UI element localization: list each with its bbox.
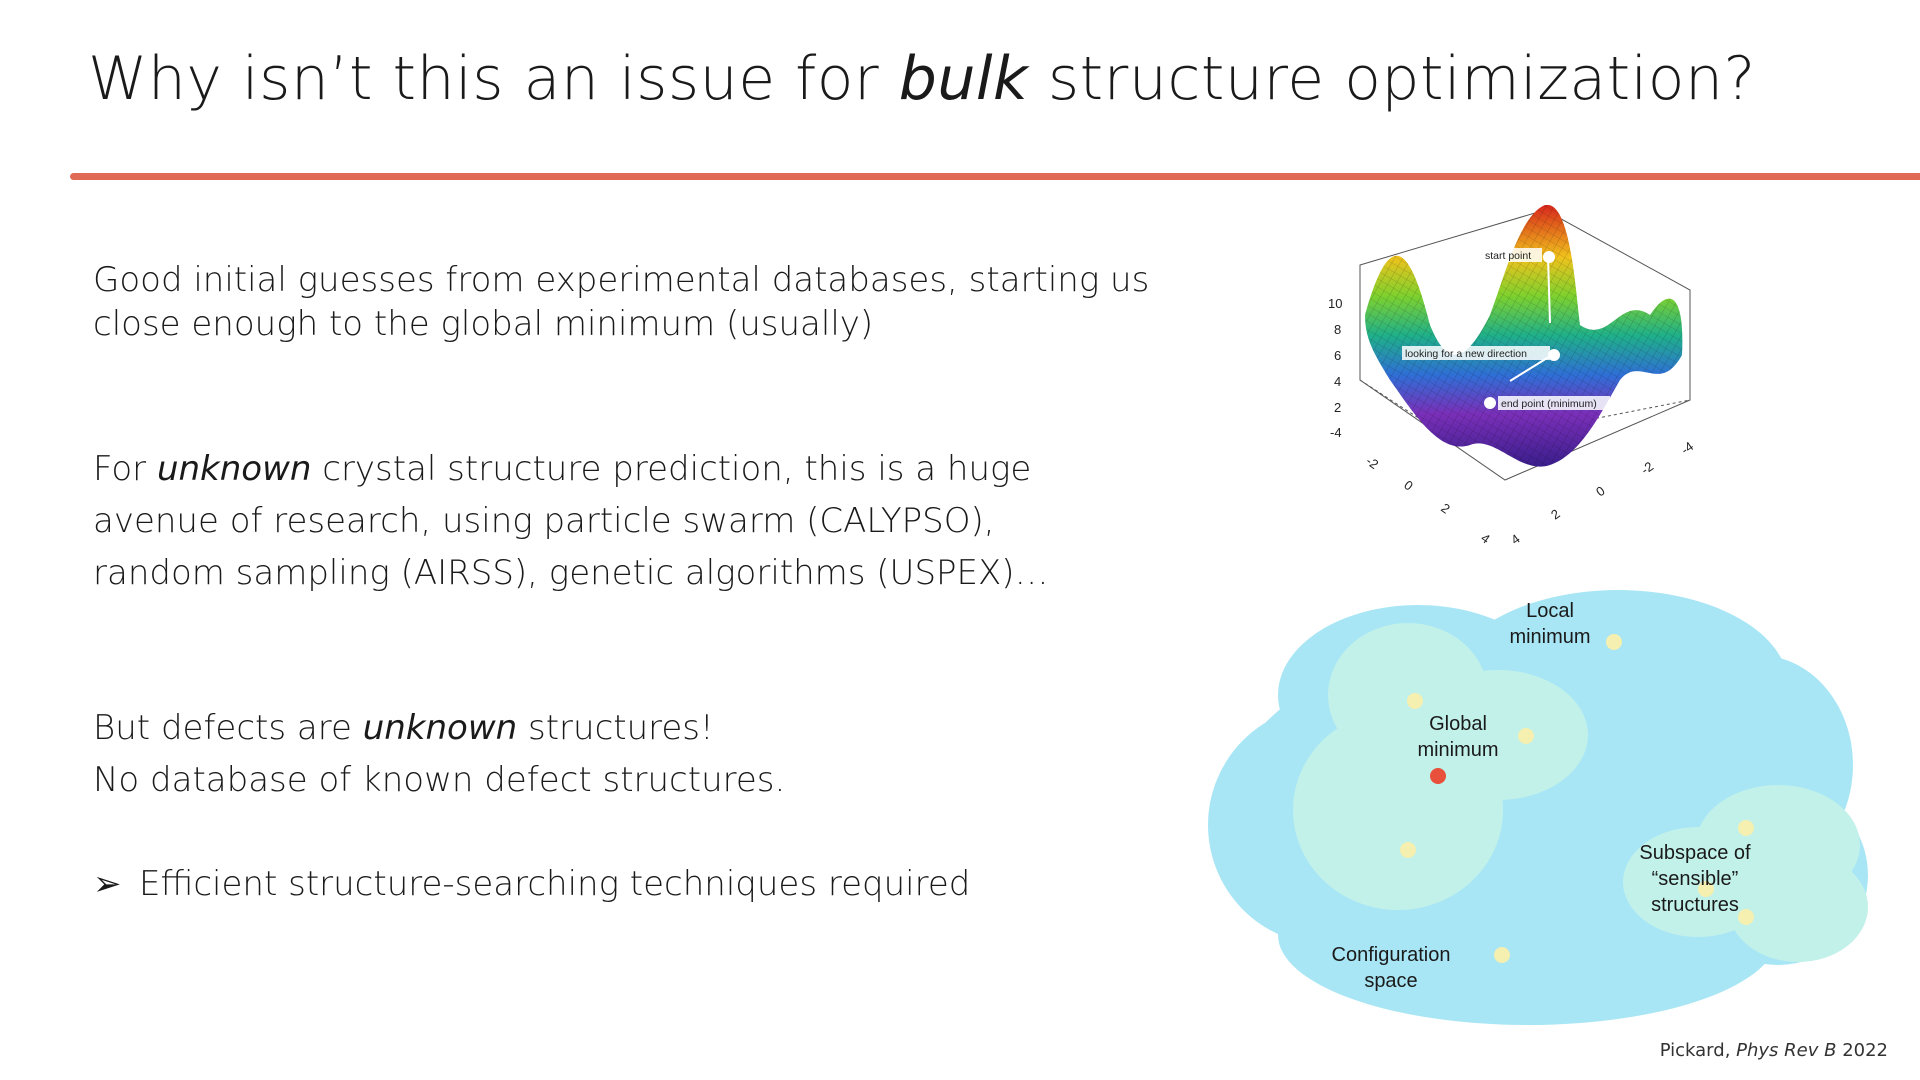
paragraph-defects: But defects are unknown structures! No database of known defect structures.	[93, 708, 786, 800]
subspace-label-3: structures	[1651, 894, 1739, 916]
paragraph-initial-guesses: Good initial guesses from experimental databases, starting us close enough to the global minimum (usually)	[93, 260, 1150, 344]
configuration-space-label-2: space	[1364, 970, 1418, 992]
x-axis-ticks	[1363, 453, 1493, 546]
y-tick-2: 2	[1548, 506, 1563, 523]
z-tick-2: 2	[1334, 400, 1342, 415]
slide-title: Why isn’t this an issue for bulk structure optimization?	[88, 44, 1756, 114]
global-minimum-dot	[1430, 768, 1446, 784]
arrow-bullet-icon: ➢	[93, 864, 122, 904]
surface-mesh	[1365, 205, 1682, 467]
configuration-space-diagram	[1198, 575, 1872, 1030]
bullet-conclusion: ➢ Efficient structure-searching techniques required	[93, 858, 970, 910]
x-tick-min2: -2	[1363, 453, 1382, 473]
z-axis-ticks	[1328, 296, 1342, 440]
subspace-label-2: “sensible”	[1651, 868, 1739, 890]
y-tick-min4: -4	[1678, 438, 1697, 458]
energy-landscape-plot	[1320, 205, 1720, 560]
paragraph-crystal-prediction: For unknown crystal structure prediction, this is a huge avenue of research, using particle swarm (CALYPSO), random sampling (AIRSS), genetic algorithms (USPEX)…	[93, 449, 1049, 593]
direction-label: looking for a new direction	[1405, 348, 1527, 360]
end-point-label: end point (minimum)	[1501, 398, 1597, 410]
global-minimum-label-1: Global	[1429, 713, 1487, 735]
global-minimum-label-2: minimum	[1417, 739, 1499, 761]
local-minimum-label-2: minimum	[1509, 626, 1591, 648]
local-minimum-label-1: Local	[1526, 600, 1574, 622]
z-tick-10: 10	[1328, 296, 1343, 311]
start-point-label: start point	[1485, 250, 1532, 262]
subspace-label-1: Subspace of	[1639, 842, 1751, 864]
title-divider	[70, 173, 1920, 180]
configuration-space-label-1: Configuration	[1331, 944, 1451, 966]
y-tick-0: 0	[1593, 483, 1608, 500]
x-tick-2: 2	[1438, 500, 1453, 517]
y-tick-min2: -2	[1638, 458, 1657, 478]
z-tick-8: 8	[1334, 322, 1342, 337]
citation: Pickard, Phys Rev B 2022	[1659, 1040, 1888, 1061]
z-tick-4: 4	[1334, 374, 1342, 389]
y-tick-4: 4	[1508, 531, 1523, 548]
z-tick-6: 6	[1334, 348, 1342, 363]
x-tick-4: 4	[1478, 530, 1493, 547]
x-tick-0: 0	[1401, 477, 1416, 494]
z-tick-min4: -4	[1330, 425, 1342, 440]
